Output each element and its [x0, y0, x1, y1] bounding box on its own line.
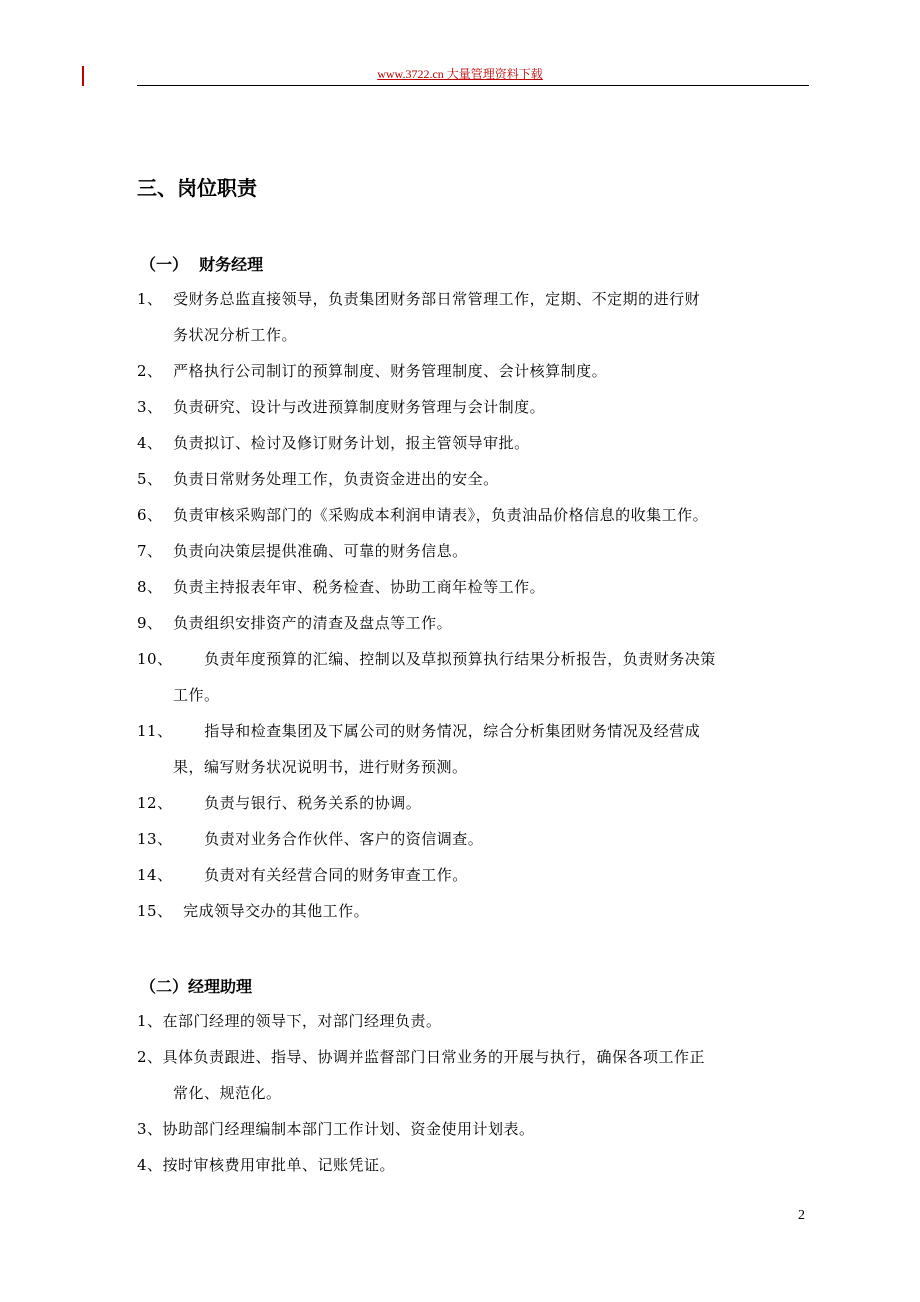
list-item [137, 821, 817, 857]
item-number: 9、 [137, 614, 174, 632]
list-item [137, 353, 817, 389]
item-text: 负责主持报表年审、税务检查、协助工商年检等工作。 [173, 578, 546, 596]
item-text: 受财务总监直接领导，负责集团财务部日常管理工作，定期、不定期的进行财 [173, 290, 701, 308]
item-number: 11、 [137, 722, 205, 740]
item-continuation: 工作。 [173, 686, 220, 704]
list-item [137, 893, 817, 929]
item-number: 1、 [137, 290, 174, 308]
item-number: 5、 [137, 470, 174, 488]
list-item [137, 1111, 817, 1147]
list-item [137, 461, 817, 497]
list-item [137, 605, 817, 641]
item-text: 按时审核费用审批单、记账凭证。 [162, 1156, 396, 1174]
header-rule [137, 85, 809, 86]
item-text: 负责对业务合作伙伴、客户的资信调查。 [204, 830, 484, 848]
item-number: 8、 [137, 578, 174, 596]
item-continuation: 果，编写财务状况说明书，进行财务预测。 [173, 758, 468, 776]
page-number: 2 [798, 1208, 805, 1223]
item-text: 协助部门经理编制本部门工作计划、资金使用计划表。 [162, 1120, 535, 1138]
list-item [137, 1003, 817, 1039]
item-text: 完成领导交办的其他工作。 [183, 902, 370, 920]
finance-manager-heading: （一） 财务经理 [140, 255, 264, 274]
list-item [137, 533, 817, 569]
list-item [137, 281, 817, 353]
list-item [137, 1039, 817, 1111]
item-number: 12、 [137, 794, 205, 812]
header-site-link[interactable]: www.3722.cn 大量管理资料下载 [377, 67, 543, 81]
item-number: 7、 [137, 542, 174, 560]
item-text: 负责拟订、检讨及修订财务计划，报主管领导审批。 [173, 434, 530, 452]
item-text: 具体负责跟进、指导、协调并监督部门日常业务的开展与执行，确保各项工作正 [162, 1048, 706, 1066]
list-item [137, 641, 817, 713]
list-item [137, 497, 817, 533]
list-item [137, 713, 817, 785]
item-number: 2、 [137, 362, 174, 380]
item-number: 10、 [137, 650, 205, 668]
item-number: 6、 [137, 506, 174, 524]
item-number: 1、 [137, 1012, 163, 1030]
list-item [137, 785, 817, 821]
list-item [137, 569, 817, 605]
section-title: 三、岗位职责 [137, 176, 257, 200]
item-number: 15、 [137, 902, 184, 920]
item-text: 负责审核采购部门的《采购成本利润申请表》，负责油品价格信息的收集工作。 [173, 506, 709, 524]
item-number: 3、 [137, 398, 174, 416]
item-number: 14、 [137, 866, 205, 884]
item-continuation: 务状况分析工作。 [173, 326, 298, 344]
item-text: 负责年度预算的汇编、控制以及草拟预算执行结果分析报告，负责财务决策 [204, 650, 716, 668]
item-text: 严格执行公司制订的预算制度、财务管理制度、会计核算制度。 [173, 362, 608, 380]
list-item [137, 857, 817, 893]
item-text: 在部门经理的领导下，对部门经理负责。 [162, 1012, 442, 1030]
list-item [137, 425, 817, 461]
list-item [137, 389, 817, 425]
item-text: 负责组织安排资产的清查及盘点等工作。 [173, 614, 453, 632]
item-number: 4、 [137, 1156, 163, 1174]
item-text: 负责向决策层提供准确、可靠的财务信息。 [173, 542, 468, 560]
item-text: 负责日常财务处理工作，负责资金进出的安全。 [173, 470, 499, 488]
item-number: 3、 [137, 1120, 163, 1138]
item-continuation: 常化、规范化。 [173, 1084, 282, 1102]
item-text: 指导和检查集团及下属公司的财务情况，综合分析集团财务情况及经营成 [204, 722, 701, 740]
item-text: 负责与银行、税务关系的协调。 [204, 794, 422, 812]
item-text: 负责研究、设计与改进预算制度财务管理与会计制度。 [173, 398, 546, 416]
list-item [137, 1147, 817, 1183]
manager-assistant-heading: （二）经理助理 [140, 977, 253, 996]
item-text: 负责对有关经营合同的财务审查工作。 [204, 866, 468, 884]
item-number: 2、 [137, 1048, 163, 1066]
item-number: 4、 [137, 434, 174, 452]
item-number: 13、 [137, 830, 205, 848]
